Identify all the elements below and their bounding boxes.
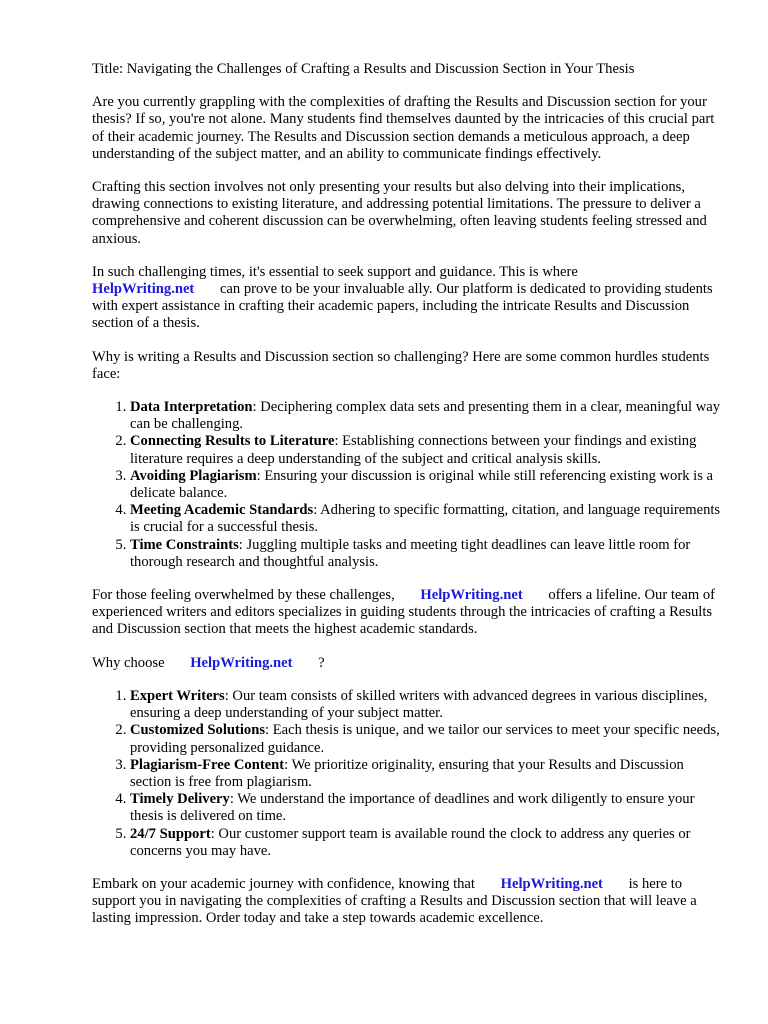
hurdle-term: Meeting Academic Standards <box>130 502 314 519</box>
hurdle-term: Data Interpretation <box>130 399 253 416</box>
support-text-before: In such challenging times, it's essential to seek support and guidance. This is where <box>92 263 578 280</box>
benefit-term: Customized Solutions <box>130 722 266 739</box>
list-item <box>130 433 728 467</box>
why-choose-question: ? <box>318 654 325 671</box>
hurdle-text: : Establishing connections between your findings and existing literature requires a deep understanding of the subject and critical analysis skills. <box>130 433 697 467</box>
hurdles-list <box>92 399 728 571</box>
list-item <box>130 537 728 571</box>
benefit-text: : We prioritize originality, ensuring that your Results and Discussion section is free from plagiarism. <box>130 756 684 790</box>
benefit-term: Plagiarism-Free Content <box>130 756 285 773</box>
benefit-term: Timely Delivery <box>130 791 230 808</box>
why-choose-paragraph <box>92 655 728 672</box>
intro-paragraph: Are you currently grappling with the complexities of drafting the Results and Discussion section for your thesis? If so, you're not alone. Many students find themselves daunted by the intricacies of this crucial part of their academic journey. The Results and Discussion section demands a meticulous approach, a deep understanding of the subject matter, and an ability to communicate findings effectively. <box>92 94 715 162</box>
helpwriting-link[interactable]: HelpWriting.net <box>500 875 603 892</box>
list-item <box>130 722 728 756</box>
hurdle-term: Connecting Results to Literature <box>130 433 335 450</box>
benefit-text: : We understand the importance of deadlines and work diligently to ensure your thesis is delivered on time. <box>130 791 695 825</box>
support-text-after: can prove to be your invaluable ally. Our platform is dedicated to providing students with expert assistance in crafting their academic papers, including the intricate Results and Discussion section of a thesis. <box>92 281 713 332</box>
hurdle-text: : Juggling multiple tasks and meeting tight deadlines can leave little room for thorough research and thoughtful analysis. <box>130 536 691 570</box>
benefit-term: Expert Writers <box>130 687 225 704</box>
hurdle-text: : Deciphering complex data sets and presenting them in a clear, meaningful way can be challenging. <box>130 399 721 433</box>
benefit-text: : Our team consists of skilled writers with advanced degrees in various disciplines, ensuring a deep understanding of your subject matter. <box>130 687 708 722</box>
list-item <box>130 468 728 502</box>
support-paragraph <box>92 264 728 333</box>
benefit-text: : Each thesis is unique, and we tailor our services to meet your specific needs, providing personalized guidance. <box>130 722 720 756</box>
crafting-paragraph: Crafting this section involves not only presenting your results but also delving into their implications, drawing connections to existing literature, and addressing potential limitations. The pressure to deliver a comprehensive and coherent discussion can be overwhelming, often leaving students feeling stressed and anxious. <box>92 179 707 247</box>
hurdle-term: Avoiding Plagiarism <box>130 467 257 484</box>
document-title: Title: Navigating the Challenges of Crafting a Results and Discussion Section in Your Thesis <box>92 61 635 77</box>
lifeline-paragraph <box>92 587 728 639</box>
helpwriting-link[interactable]: HelpWriting.net <box>420 587 523 604</box>
lifeline-text-before: For those feeling overwhelmed by these challenges, <box>92 587 395 604</box>
closing-paragraph <box>92 876 728 928</box>
closing-text-before: Embark on your academic journey with confidence, knowing that <box>92 875 475 892</box>
list-item <box>130 502 728 536</box>
hurdle-term: Time Constraints <box>130 536 239 553</box>
benefits-list <box>92 688 728 860</box>
list-item <box>130 826 728 860</box>
list-item <box>130 757 728 791</box>
list-item <box>130 791 728 825</box>
hurdle-text: : Adhering to specific formatting, citation, and language requirements is crucial for a successful thesis. <box>130 502 721 536</box>
helpwriting-link[interactable]: HelpWriting.net <box>190 654 293 671</box>
list-item <box>130 399 728 433</box>
closing-text-after: is here to support you in navigating the complexities of crafting a Results and Discussion section that will leave a lasting impression. Order today and take a step towards academic excellence. <box>92 875 697 927</box>
why-hard-paragraph: Why is writing a Results and Discussion section so challenging? Here are some common hurdles students face: <box>92 348 710 382</box>
hurdle-text: : Ensuring your discussion is original while still referencing existing work is a delicate balance. <box>130 467 714 502</box>
helpwriting-link[interactable]: HelpWriting.net <box>92 281 195 298</box>
benefit-text: : Our customer support team is available round the clock to address any queries or concerns you may have. <box>130 825 691 859</box>
benefit-term: 24/7 Support <box>130 825 211 842</box>
list-item <box>130 688 728 722</box>
lifeline-text-after: offers a lifeline. Our team of experienced writers and editors specializes in guiding students through the intricacies of crafting a Results and Discussion section that meets the highest academic standards. <box>92 587 716 638</box>
why-choose-text: Why choose <box>92 654 165 671</box>
